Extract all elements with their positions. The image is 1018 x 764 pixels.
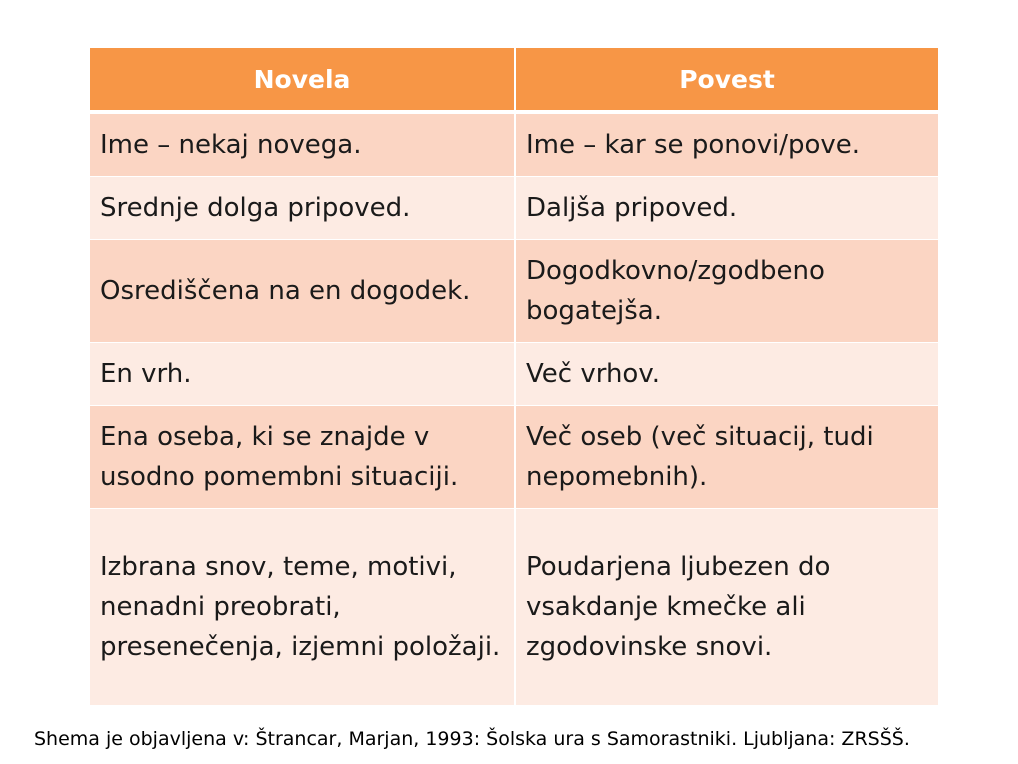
table-row xyxy=(90,508,938,705)
table-cell xyxy=(514,176,938,239)
cell-text: Izbrana snov, teme, motivi, nenadni preobrati, presenečenja, izjemni položaji. xyxy=(100,552,501,662)
table-cell xyxy=(90,405,514,508)
source-citation: Shema je objavljena v: Štrancar, Marjan, 1993: Šolska ura s Samorastniki. Ljubljana: ZRSŠŠ. xyxy=(34,728,910,750)
table-cell xyxy=(90,239,514,342)
table-row xyxy=(90,176,938,239)
cell-text: Ena oseba, ki se znajde v usodno pomembni situaciji. xyxy=(100,422,459,492)
table-cell xyxy=(514,405,938,508)
cell-text: Poudarjena ljubezen do vsakdanje kmečke ali zgodovinske snovi. xyxy=(526,552,831,662)
cell-text: Več vrhov. xyxy=(526,359,660,389)
table-cell xyxy=(90,508,514,705)
table-cell xyxy=(514,508,938,705)
cell-text: Ime – nekaj novega. xyxy=(100,130,362,160)
cell-text: Daljša pripoved. xyxy=(526,193,738,223)
cell-text: Osrediščena na en dogodek. xyxy=(100,276,471,306)
cell-text: Več oseb (več situacij, tudi nepomebnih). xyxy=(526,422,874,492)
table-row xyxy=(90,239,938,342)
cell-text: En vrh. xyxy=(100,359,192,389)
column-header-novela: Novela xyxy=(90,48,514,113)
table-cell xyxy=(514,342,938,405)
table-row xyxy=(90,113,938,176)
table-header-row xyxy=(90,48,938,113)
table-cell xyxy=(514,113,938,176)
table-row xyxy=(90,342,938,405)
cell-text: Srednje dolga pripoved. xyxy=(100,193,411,223)
column-header-povest: Povest xyxy=(514,48,938,113)
table-cell xyxy=(90,176,514,239)
table-cell xyxy=(90,113,514,176)
cell-text: Dogodkovno/zgodbeno bogatejša. xyxy=(526,256,825,326)
table-cell xyxy=(90,342,514,405)
table-row xyxy=(90,405,938,508)
table-cell xyxy=(514,239,938,342)
cell-text: Ime – kar se ponovi/pove. xyxy=(526,130,861,160)
comparison-table xyxy=(90,48,938,705)
